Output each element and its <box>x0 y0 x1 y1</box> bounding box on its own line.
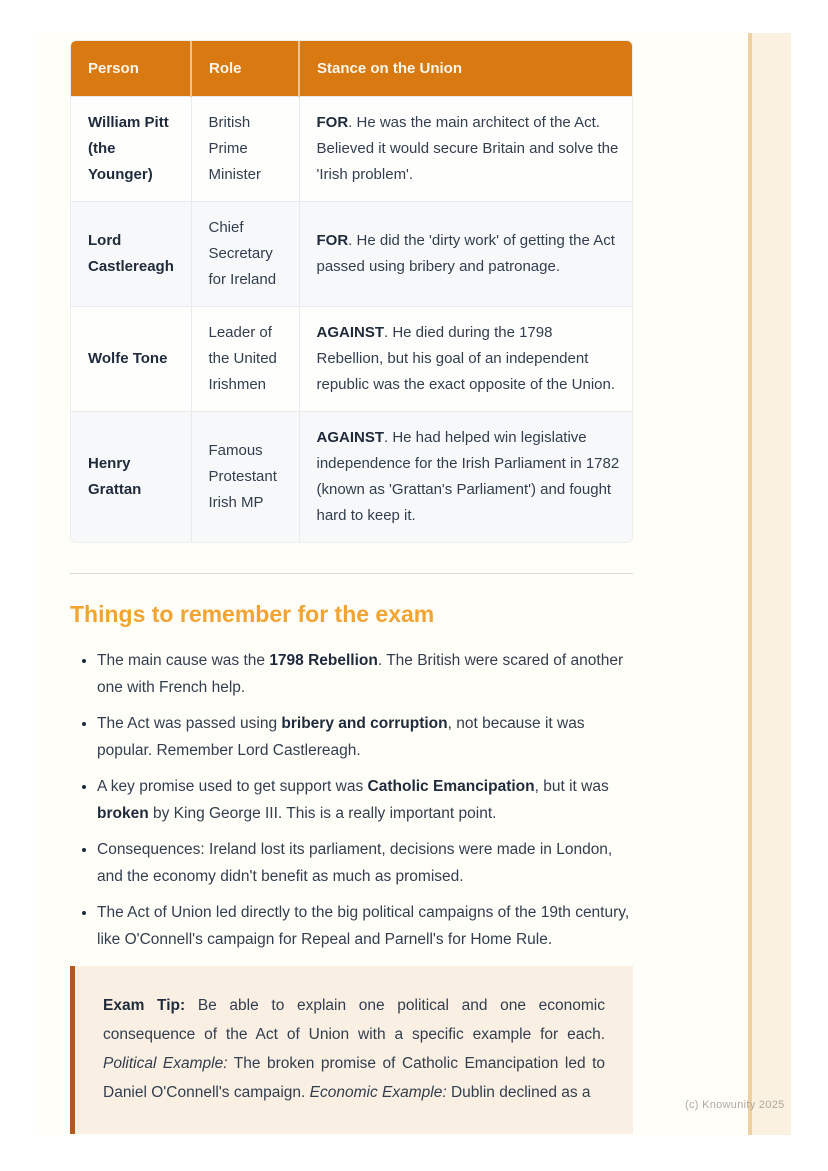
bold-text-run: bribery and corruption <box>281 715 448 732</box>
bold-text-run: 1798 Rebellion <box>269 652 378 669</box>
italic-text-run: Economic Example: <box>309 1084 447 1101</box>
role-cell: Leader of the United Irishmen <box>191 307 299 412</box>
text-run: The main cause was the <box>97 652 270 669</box>
right-margin-stripe <box>752 33 791 1135</box>
table-header-row <box>71 41 633 97</box>
text-run: . He was the main architect of the Act. Believed it would secure Britain and solve the 'Irish problem'. <box>316 114 619 183</box>
column-header: Stance on the Union <box>299 41 633 97</box>
list-item <box>97 900 633 953</box>
person-cell: Henry Grattan <box>71 412 191 543</box>
person-cell: Lord Castlereagh <box>71 202 191 307</box>
watermark: (c) Knowunity 2025 <box>685 1099 785 1111</box>
stance-cell <box>299 202 633 307</box>
table-row <box>71 202 633 307</box>
table-row <box>71 412 633 543</box>
table-body <box>71 97 633 543</box>
text-run: . He had helped win legislative independence for the Irish Parliament in 1782 (known as 'Grattan's Parliament') and fought hard to keep it. <box>316 429 620 524</box>
column-header: Role <box>191 41 299 97</box>
list-item <box>97 837 633 890</box>
column-header: Person <box>71 41 191 97</box>
text-run: . He did the 'dirty work' of getting the Act passed using bribery and patronage. <box>316 232 615 275</box>
stance-cell <box>299 412 633 543</box>
role-cell: British Prime Minister <box>191 97 299 202</box>
list-item <box>97 648 633 701</box>
exam-tip-text <box>103 997 605 1101</box>
table-row <box>71 307 633 412</box>
text-run: The broken promise of Catholic Emancipation led to Daniel O'Connell's campaign. <box>103 1055 605 1101</box>
list-item <box>97 711 633 764</box>
role-cell: Chief Secretary for Ireland <box>191 202 299 307</box>
bold-text-run: FOR <box>316 114 349 131</box>
text-run: A key promise used to get support was <box>97 778 368 795</box>
text-run: . The British were scared of another one with French help. <box>97 652 624 696</box>
table-row <box>71 97 633 202</box>
stance-table <box>71 41 633 542</box>
bold-text-run: AGAINST <box>316 429 384 446</box>
text-run: Dublin declined as a <box>446 1084 591 1101</box>
role-cell: Famous Protestant Irish MP <box>191 412 299 543</box>
document-card <box>35 33 791 1135</box>
exam-points-list <box>70 648 633 953</box>
text-run: . He died during the 1798 Rebellion, but his goal of an independent republic was the exact opposite of the Union. <box>316 324 616 393</box>
text-run: The Act was passed using <box>97 715 282 732</box>
bold-text-run: broken <box>97 804 149 822</box>
text-run: The Act of Union led directly to the big political campaigns of the 19th century, like O'Connell's campaign for Repeal and Parnell's for Home Rule. <box>97 904 630 948</box>
stance-cell <box>299 97 633 202</box>
text-run: Be able to explain one political and one economic consequence of the Act of Union with a specific example for each. <box>103 997 605 1043</box>
text-run: by King George III. This is a really important point. <box>148 804 497 822</box>
person-cell: William Pitt (the Younger) <box>71 97 191 202</box>
bold-text-run: Exam Tip: <box>103 997 186 1014</box>
text-run: Consequences: Ireland lost its parliament, decisions were made in London, and the economy didn't benefit as much as promised. <box>97 841 613 885</box>
text-run: , but it was <box>534 778 609 795</box>
document-content <box>70 40 633 1134</box>
bold-text-run: FOR <box>316 232 349 249</box>
bold-text-run: Catholic Emancipation <box>367 778 535 795</box>
list-item <box>97 774 633 827</box>
section-heading: Things to remember for the exam <box>70 601 435 627</box>
section-divider <box>70 573 633 574</box>
stance-table-container <box>70 40 633 543</box>
exam-tip-callout <box>70 966 633 1134</box>
person-cell: Wolfe Tone <box>71 307 191 412</box>
bold-text-run: AGAINST <box>316 324 384 341</box>
text-run: , not because it was popular. Remember Lord Castlereagh. <box>97 715 585 759</box>
italic-text-run: Political Example: <box>103 1055 228 1072</box>
stance-cell <box>299 307 633 412</box>
